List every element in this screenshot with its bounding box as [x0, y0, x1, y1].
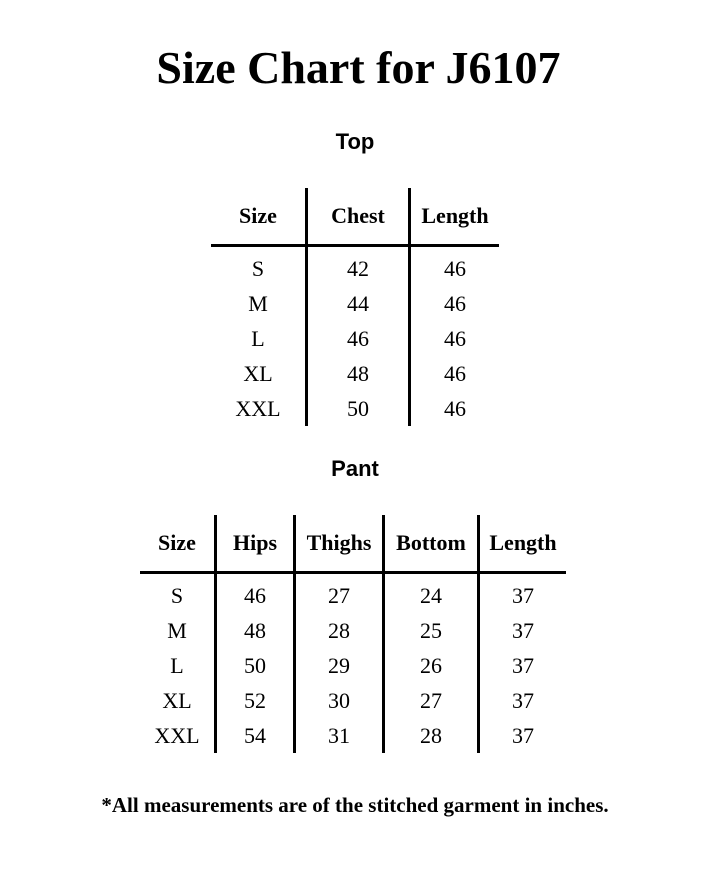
- measurement-footnote: *All measurements are of the stitched garment in inches.: [101, 793, 609, 817]
- pant-column-header-length: Length: [479, 515, 567, 573]
- top-table-cell: 46: [307, 321, 410, 356]
- pant-section-label: Pant: [331, 456, 379, 481]
- top-table-cell: 46: [410, 321, 500, 356]
- pant-table-cell: 46: [216, 573, 295, 614]
- page-title: Size Chart for J6107: [156, 42, 561, 93]
- pant-table-row: [140, 573, 566, 614]
- top-header-row: [211, 188, 499, 246]
- pant-table-cell: XL: [162, 687, 192, 713]
- pant-table-row: [140, 613, 566, 648]
- pant-table-cell: 37: [479, 613, 567, 648]
- pant-table-cell: 50: [216, 648, 295, 683]
- top-table-header: [211, 188, 499, 246]
- top-table-row: [211, 246, 499, 287]
- pant-column-header-bottom: Bottom: [384, 515, 479, 573]
- pant-table-cell: 30: [295, 683, 384, 718]
- top-table-cell: L: [251, 325, 265, 351]
- top-table-cell: M: [248, 290, 268, 316]
- pant-table-cell: 29: [295, 648, 384, 683]
- pant-table-row: [140, 683, 566, 718]
- top-table-cell: XXL: [235, 395, 281, 421]
- pant-table-body: [140, 573, 566, 754]
- pant-table-header: [140, 515, 566, 573]
- top-column-header-size: Size: [211, 188, 307, 246]
- pant-table-row: [140, 648, 566, 683]
- pant-size-table: [140, 515, 566, 753]
- top-table-cell: 46: [410, 356, 500, 391]
- pant-table-cell: 27: [295, 573, 384, 614]
- top-table-row: [211, 356, 499, 391]
- pant-header-row: [140, 515, 566, 573]
- pant-table-cell: 37: [479, 573, 567, 614]
- pant-table-cell: M: [167, 617, 187, 643]
- pant-table-cell: 37: [479, 683, 567, 718]
- top-table-cell: 42: [307, 246, 410, 287]
- pant-column-header-size: Size: [140, 515, 216, 573]
- pant-column-header-hips: Hips: [216, 515, 295, 573]
- pant-table-cell: 31: [295, 718, 384, 753]
- top-table-cell: 46: [410, 286, 500, 321]
- top-table-cell: S: [251, 255, 265, 281]
- pant-table-cell: 26: [384, 648, 479, 683]
- top-section-label: Top: [335, 129, 375, 154]
- pant-table-cell: 37: [479, 648, 567, 683]
- top-table-cell: 46: [410, 246, 500, 287]
- pant-table-row: [140, 718, 566, 753]
- top-column-header-length: Length: [410, 188, 500, 246]
- pant-table-cell: 54: [216, 718, 295, 753]
- pant-table-cell: 25: [384, 613, 479, 648]
- top-table-cell: 44: [307, 286, 410, 321]
- pant-table-cell: 28: [295, 613, 384, 648]
- pant-table-cell: 52: [216, 683, 295, 718]
- top-column-header-chest: Chest: [307, 188, 410, 246]
- top-size-table: [211, 188, 499, 426]
- top-table-body: [211, 246, 499, 427]
- top-table-cell: 48: [307, 356, 410, 391]
- pant-table-cell: L: [170, 652, 184, 678]
- top-table-cell: 46: [410, 391, 500, 426]
- top-table-cell: 50: [307, 391, 410, 426]
- pant-column-header-thighs: Thighs: [295, 515, 384, 573]
- pant-table-cell: 28: [384, 718, 479, 753]
- top-table-row: [211, 391, 499, 426]
- pant-table-cell: 48: [216, 613, 295, 648]
- pant-table-cell: 27: [384, 683, 479, 718]
- top-table-row: [211, 286, 499, 321]
- top-table-row: [211, 321, 499, 356]
- pant-table-cell: 24: [384, 573, 479, 614]
- top-table-cell: XL: [243, 360, 273, 386]
- pant-table-cell: S: [170, 582, 184, 608]
- pant-table-cell: XXL: [154, 722, 200, 748]
- pant-table-cell: 37: [479, 718, 567, 753]
